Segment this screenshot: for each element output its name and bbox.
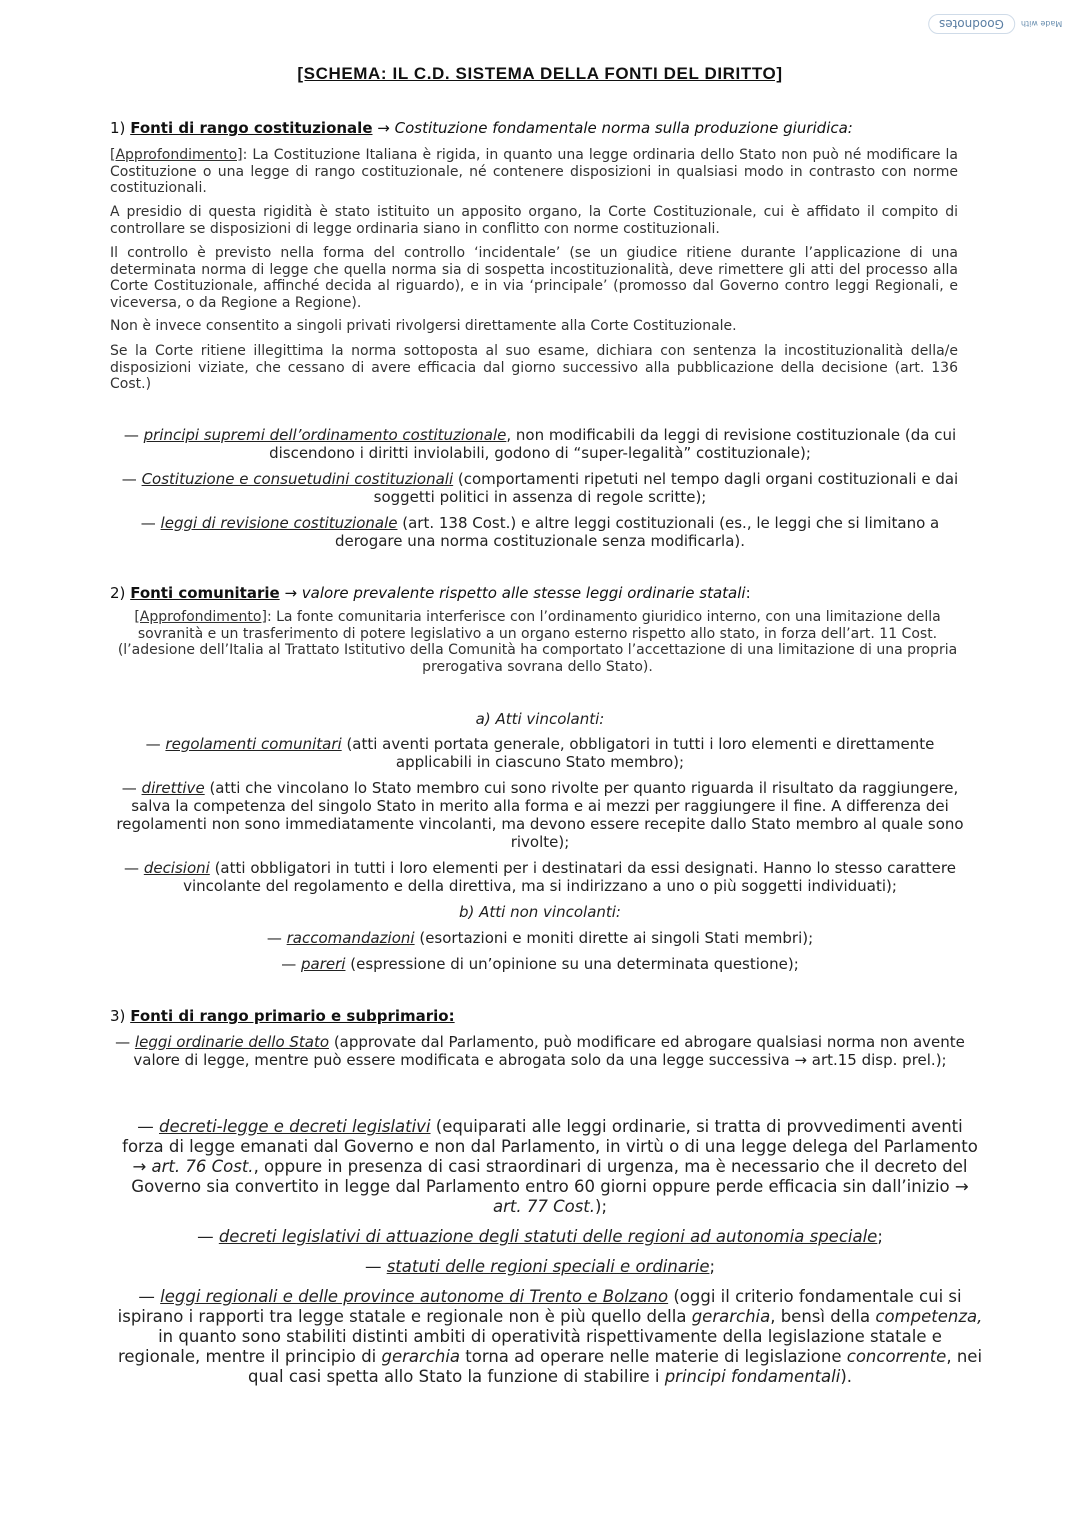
section-1-paragraph-5: Se la Corte ritiene illegittima la norma sottoposta al suo esame, dichiara con sentenza la incostituzionalità della/e disposizioni viziate, che cessano di avere efficacia dal giorno successivo alla pubblicazione della decisione (art. 136 Cost.): [110, 343, 958, 392]
list-item: — leggi regionali e delle province autonome di Trento e Bolzano (oggi il criterio fondamentale cui si ispirano i rapporti tra legge statale e regionale non è più quello della gerarchia, bensì della competenza, in quanto sono stabiliti distinti ambiti di operatività rispettivamente della legislazione statale e regionale, mentre il principio di gerarchia torna ad operare nelle materie di legislazione concorrente, nei qual casi spetta allo Stato la funzione di stabilire i principi fondamentali).: [117, 1287, 983, 1386]
section-1-paragraph-2: A presidio di questa rigidità è stato istituito un apposito organo, la Corte Costituzionale, cui è affidato il compito di controllare se disposizioni di legge ordinaria siano in conflitto con norme costituzionali.: [110, 204, 958, 237]
section-2-title: Fonti comunitarie: [130, 584, 280, 602]
section-1-approfondimento: [Approfondimento]: La Costituzione Italiana è rigida, in quanto una legge ordinaria dello Stato non può né modificare la Costituzione o una legge di rango costituzionale, né contenere disposizioni in qualsiasi modo in contrasto con norme costituzionali.: [110, 147, 958, 196]
list-item: — leggi di revisione costituzionale (art. 138 Cost.) e altre leggi costituzionali (es., le leggi che si limitano a derogare una norma costituzionale senza modificarla).: [140, 514, 940, 550]
section-1-heading: 1) Fonti di rango costituzionale → Costituzione fondamentale norma sulla produzione giuridica:: [110, 119, 853, 137]
section-1-title: Fonti di rango costituzionale: [130, 119, 373, 137]
section-2-heading: 2) Fonti comunitarie → valore prevalente rispetto alle stesse leggi ordinarie statali:: [110, 584, 751, 602]
atti-vincolanti-label: a) Atti vincolanti:: [475, 710, 605, 728]
section-3-title: Fonti di rango primario e subprimario:: [130, 1007, 455, 1025]
list-item: — decisioni (atti obbligatori in tutti i loro elementi per i destinatari da essi designati. Hanno lo stesso carattere vincolante del regolamento e della direttiva, ma si indirizzano a uno o più soggetti individuati);: [124, 859, 956, 895]
list-item: — statuti delle regioni speciali e ordinarie;: [364, 1257, 716, 1276]
atti-non-vincolanti-label: b) Atti non vincolanti:: [458, 903, 621, 921]
section-1-paragraph-4: Non è invece consentito a singoli privati rivolgersi direttamente alla Corte Costituzionale.: [110, 318, 737, 334]
list-item: — Costituzione e consuetudini costituzionali (comportamenti ripetuti nel tempo dagli organi costituzionali e dai soggetti politici in assenza di regole scritte);: [121, 470, 959, 506]
list-item: — raccomandazioni (esortazioni e moniti dirette ai singoli Stati membri);: [266, 929, 814, 947]
list-item: — pareri (espressione di un’opinione su una determinata questione);: [281, 955, 799, 973]
section-2-approfondimento: [Approfondimento]: La fonte comunitaria interferisce con l’ordinamento giuridico interno, con una limitazione della sovranità e un trasferimento di potere legislativo a un organo esterno rispetto allo stato, in forza dell’art. 11 Cost. (l’adesione dell’Italia al Trattato Istitutivo della Comunità ha comportato l’accettazione di una limitazione di una propria prerogativa sovrana dello Stato).: [117, 609, 958, 675]
section-1-paragraph-3: Il controllo è previsto nella forma del controllo ‘incidentale’ (se un giudice ritiene durante l’applicazione di una determinata norma di legge che quella norma sia di sospetta incostituzionalità, deve rimettere gli atti del processo alla Corte Costituzionale, affinché decida al riguardo), e in via ‘principale’ (promosso dal Governo contro leggi Regionali, e viceversa, o da Regione a Regione).: [110, 245, 958, 311]
made-with-label: Made with: [1020, 19, 1062, 29]
section-3-heading: 3) Fonti di rango primario e subprimario:: [110, 1007, 455, 1025]
page-title: [SCHEMA: IL C.D. SISTEMA DELLA FONTI DEL DIRITTO]: [297, 64, 783, 83]
list-item: — leggi ordinarie dello Stato (approvate dal Parlamento, può modificare ed abrogare qualsiasi norma non avente valore di legge, mentre può essere modificata e abrogata solo da una legge successiva → art.15 disp. prel.);: [115, 1033, 965, 1069]
list-item: — regolamenti comunitari (atti aventi portata generale, obbligatori in tutti i loro elementi e direttamente applicabili in ciascuno Stato membro);: [145, 735, 935, 771]
list-item: — principi supremi dell’ordinamento costituzionale, non modificabili da leggi di revisione costituzionale (da cui discendono i diritti inviolabili, godono di “super-legalità” costituzionale);: [123, 426, 957, 462]
goodnotes-logo: Goodnotes: [928, 14, 1015, 34]
list-item: — direttive (atti che vincolano lo Stato membro cui sono rivolte per quanto riguarda il risultato da raggiungere, salva la competenza del singolo Stato in merito alla forma e ai mezzi per raggiungere il fine. A differenza dei regolamenti non sono immediatamente vincolanti, ma devono essere recepite dallo Stato membro al quale sono rivolte);: [116, 779, 964, 851]
list-item: — decreti legislativi di attuazione degli statuti delle regioni ad autonomia speciale;: [197, 1227, 883, 1246]
goodnotes-badge: [928, 14, 1062, 34]
list-item: — decreti-legge e decreti legislativi (equiparati alle leggi ordinarie, si tratta di provvedimenti aventi forza di legge emanati dal Governo e non dal Parlamento, in virtù o di una legge delega del Parlamento → art. 76 Cost., oppure in presenza di casi straordinari di urgenza, ma è necessario che il decreto del Governo sia convertito in legge dal Parlamento entro 60 giorni oppure perde efficacia sin dall’inizio → art. 77 Cost.);: [122, 1117, 978, 1216]
